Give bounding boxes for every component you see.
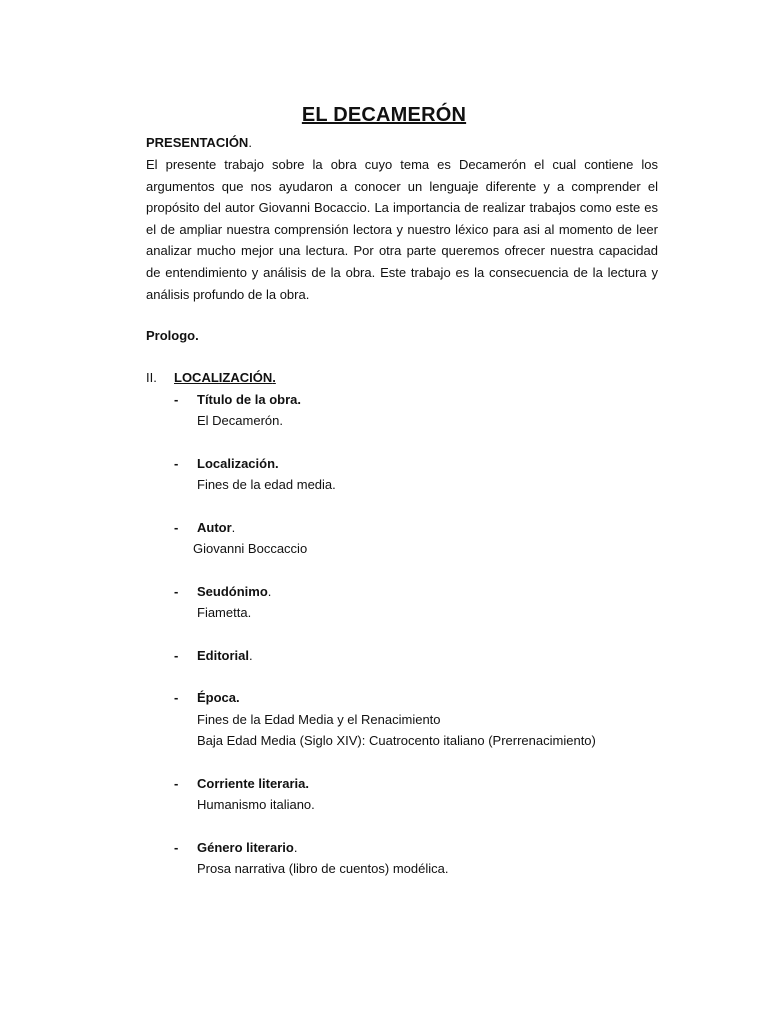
- item-value-seudonimo: Fiametta.: [197, 605, 252, 620]
- list-dash: -: [174, 690, 179, 705]
- item-value-epoca-1: Fines de la Edad Media y el Renacimiento: [197, 712, 441, 727]
- list-dash: -: [174, 840, 179, 855]
- item-label-genero: Género literario.: [197, 840, 298, 855]
- item-label-text: Título de la obra: [197, 392, 298, 407]
- item-label-text: Editorial: [197, 648, 250, 663]
- section-title-text: LOCALIZACIÓN: [174, 370, 273, 385]
- item-label-text: Corriente literaria: [197, 776, 306, 791]
- presentation-paragraph: El presente trabajo sobre la obra cuyo tema es Decamerón el cual contiene los argumentos que nos ayudaron a conocer un lenguaje diferente y a comprender el propósito del autor Giovanni Bocaccio. La importancia de realizar trabajos como este es el de ampliar nuestra comprensión lectora y nuestro léxico para asi al momento de leer analizar mucho mejor una lectura. Por otra parte queremos ofrecer nuestra capacidad de entendimiento y análisis de la obra. Este trabajo es la consecuencia de la lectura y análisis profundo de la obra.: [146, 157, 658, 302]
- item-value-autor: Giovanni Boccaccio: [193, 541, 308, 556]
- item-label-text: Género literario: [197, 840, 294, 855]
- item-value-genero: Prosa narrativa (libro de cuentos) modélica.: [197, 861, 449, 876]
- item-label-text: Localización: [197, 456, 276, 471]
- list-dash: -: [174, 456, 179, 471]
- item-label-text: Seudónimo: [197, 584, 268, 599]
- item-label-autor: Autor.: [197, 520, 236, 535]
- item-label-seudonimo: Seudónimo.: [197, 584, 272, 599]
- item-label-localizacion: Localización.: [197, 456, 279, 471]
- prologue-heading: Prologo.: [146, 328, 199, 343]
- document-title: EL DECAMERÓN: [301, 104, 467, 126]
- item-label-corriente: Corriente literaria.: [197, 776, 309, 791]
- presentation-heading-text: PRESENTACIÓN: [146, 135, 249, 150]
- list-dash: -: [174, 648, 179, 663]
- item-label-text: Autor: [197, 520, 232, 535]
- item-value-localizacion: Fines de la edad media.: [197, 477, 336, 492]
- list-dash: -: [174, 520, 179, 535]
- list-dash: -: [174, 776, 179, 791]
- item-label-editorial: Editorial.: [197, 648, 253, 663]
- list-dash: -: [174, 584, 179, 599]
- item-value-epoca-2: Baja Edad Media (Siglo XIV): Cuatrocento italiano (Prerrenacimiento): [197, 733, 596, 748]
- item-value-corriente: Humanismo italiano.: [197, 797, 315, 812]
- item-label-text: Época: [197, 690, 237, 705]
- presentation-heading: PRESENTACIÓN.: [146, 135, 252, 150]
- item-value-titulo: El Decamerón.: [197, 413, 283, 428]
- section-numeral: II.: [146, 370, 157, 385]
- item-label-epoca: Época.: [197, 690, 240, 705]
- item-label-titulo: Título de la obra.: [197, 392, 302, 407]
- list-dash: -: [174, 392, 179, 407]
- section-title: LOCALIZACIÓN.: [174, 370, 276, 385]
